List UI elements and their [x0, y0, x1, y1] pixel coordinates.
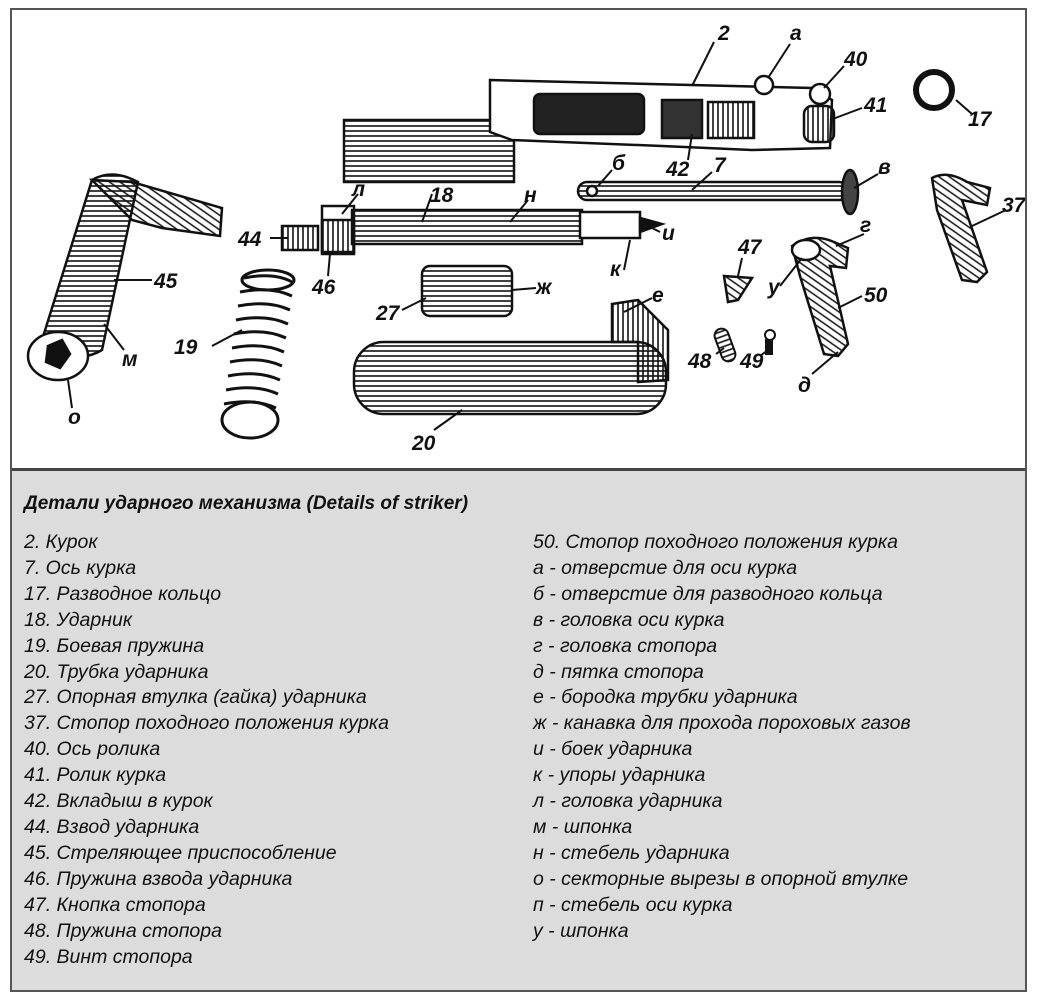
- callout: 2: [718, 22, 730, 45]
- part-37-stopper: [932, 175, 990, 282]
- callout: 7: [714, 154, 726, 177]
- callout: 46: [312, 276, 336, 299]
- legend-item: 46. Пружина взвода ударника: [24, 867, 293, 890]
- part-50-stopper: [792, 238, 848, 356]
- legend-item: 47. Кнопка стопора: [24, 893, 206, 916]
- part-47-button: [724, 276, 752, 302]
- callout: у: [768, 276, 780, 299]
- legend-item: 42. Вкладыш в курок: [24, 790, 213, 813]
- callout: а: [790, 22, 802, 45]
- part-2-trigger: [344, 76, 834, 182]
- legend-item: 19. Боевая пружина: [24, 634, 205, 657]
- legend-title: Детали ударного механизма (Details of striker): [24, 493, 469, 514]
- callout: 49: [740, 350, 764, 373]
- exploded-parts-drawing: [12, 10, 1025, 468]
- callout: 44: [238, 228, 262, 251]
- callout: 42: [666, 158, 690, 181]
- callout: 18: [430, 184, 454, 207]
- legend-item: о - секторные вырезы в опорной втулке: [533, 867, 909, 890]
- callout: е: [652, 284, 664, 307]
- callout: 20: [412, 432, 436, 455]
- legend-item: 50. Стопор походного положения курка: [533, 531, 898, 553]
- legend-item: г - головка стопора: [533, 634, 718, 657]
- legend-item: 17. Разводное кольцо: [24, 582, 222, 605]
- callout: ж: [536, 276, 552, 299]
- legend-left-column: [24, 530, 389, 970]
- legend-item: е - бородка трубки ударника: [533, 686, 798, 709]
- legend-right-column: [533, 530, 911, 945]
- callout: л: [352, 178, 366, 201]
- part-19-spring: [222, 270, 294, 438]
- legend-item: 44. Взвод ударника: [24, 815, 200, 838]
- callout: о: [68, 406, 81, 429]
- part-48-spring: [713, 327, 738, 364]
- callout: 48: [688, 350, 712, 373]
- part-18-striker: [282, 206, 662, 254]
- callout: 41: [864, 94, 888, 117]
- legend-item: б - отверстие для разводного кольца: [533, 582, 883, 605]
- legend-item: 27. Опорная втулка (гайка) ударника: [24, 686, 367, 709]
- legend-item: в - головка оси курка: [533, 608, 725, 631]
- legend-item: 20. Трубка ударника: [24, 660, 209, 683]
- legend-item: 41. Ролик курка: [24, 764, 167, 787]
- callout: г: [860, 214, 872, 237]
- legend-item: а - отверстие для оси курка: [533, 556, 798, 579]
- callout: 47: [738, 236, 762, 259]
- callout: 50: [864, 284, 888, 307]
- callout: д: [798, 374, 811, 397]
- legend-item: м - шпонка: [533, 815, 633, 838]
- callout: 45: [154, 270, 178, 293]
- legend-item: 45. Стреляющее приспособление: [24, 841, 337, 864]
- legend-panel: [12, 468, 1025, 990]
- legend-item: 37. Стопор походного положения курка: [24, 712, 389, 735]
- legend-item: л - головка ударника: [533, 790, 723, 813]
- legend-item: 2. Курок: [24, 531, 98, 553]
- legend-item: 7. Ось курка: [24, 556, 137, 579]
- part-20-tube: [354, 300, 668, 414]
- legend-item: д - пятка стопора: [533, 660, 704, 683]
- callout: к: [610, 258, 621, 281]
- callout: н: [524, 184, 537, 207]
- legend-item: к - упоры ударника: [533, 764, 706, 787]
- figure-frame: [10, 8, 1027, 992]
- callout: м: [122, 348, 138, 371]
- callout: в: [878, 156, 891, 179]
- legend-item: и - боек ударника: [533, 738, 693, 761]
- callout: 27: [376, 302, 400, 325]
- legend-item: п - стебель оси курка: [533, 893, 733, 916]
- legend-item: у - шпонка: [533, 919, 629, 942]
- legend-item: 18. Ударник: [24, 608, 133, 631]
- callout: 37: [1002, 194, 1025, 217]
- callout: б: [612, 152, 626, 175]
- legend-item: н - стебель ударника: [533, 841, 730, 864]
- part-17-ring: [916, 72, 952, 108]
- legend-item: 49. Винт стопора: [24, 945, 193, 968]
- callout: 40: [844, 48, 868, 71]
- callout: 17: [968, 108, 992, 131]
- callout: 19: [174, 336, 198, 359]
- legend-item: ж - канавка для прохода пороховых газов: [533, 712, 911, 735]
- legend-item: 40. Ось ролика: [24, 738, 161, 761]
- part-27-bushing: [422, 266, 512, 316]
- callout: и: [662, 222, 675, 245]
- legend-item: 48. Пружина стопора: [24, 919, 222, 942]
